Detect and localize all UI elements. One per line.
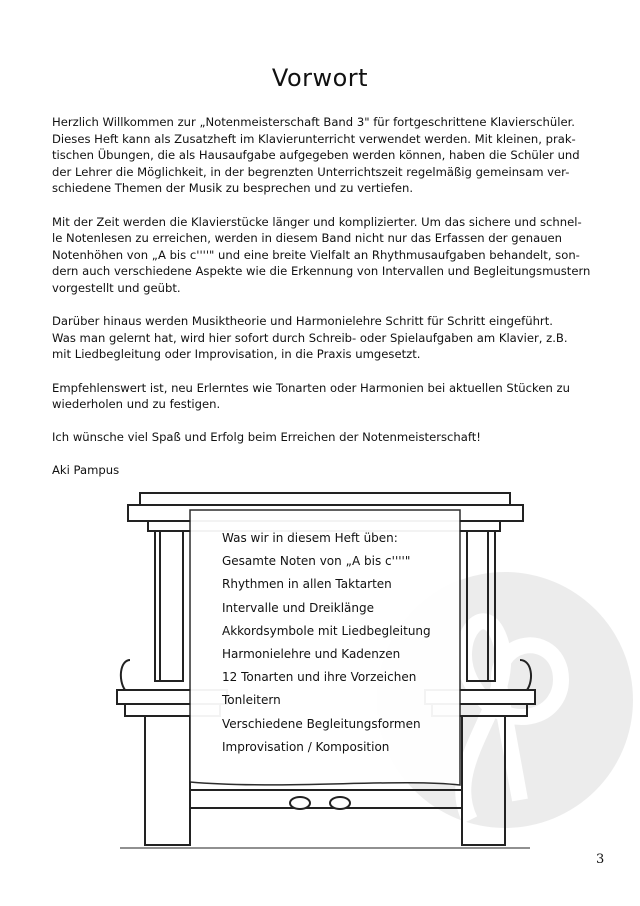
list-item: Tonleitern xyxy=(222,693,281,708)
list-item: Akkordsymbole mit Liedbegleitung xyxy=(222,623,431,638)
text-line: der Lehrer die Möglichkeit, in der begrenzten Unterrichtszeit regelmäßig gemeinsam ver- xyxy=(52,164,570,179)
list-heading: Was wir in diesem Heft üben: xyxy=(222,531,398,545)
text-line: Mit der Zeit werden die Klavierstücke länger und komplizierter. Um das sichere und schnel- xyxy=(52,214,582,229)
text-line: tischen Übungen, die als Hausaufgabe aufgegeben werden können, haben die Schüler und xyxy=(52,148,580,163)
page-title: Vorwort xyxy=(271,64,369,92)
text-line: mit Liedbegleitung oder Improvisation, in die Praxis umgesetzt. xyxy=(52,347,421,362)
text-line: le Notenlesen zu erreichen, werden in diesem Band nicht nur das Erfassen der genauen xyxy=(52,231,563,246)
page-number: 3 xyxy=(596,852,605,867)
list-item: Rhythmen in allen Taktarten xyxy=(222,577,392,592)
list-item: Intervalle und Dreiklänge xyxy=(222,600,374,615)
list-item: Improvisation / Komposition xyxy=(222,739,390,754)
list-item: Gesamte Noten von „A bis c''''" xyxy=(222,554,411,569)
text-line: Ich wünsche viel Spaß und Erfolg beim Erreichen der Notenmeisterschaft! xyxy=(52,430,481,445)
text-line: Empfehlenswert ist, neu Erlerntes wie Tonarten oder Harmonien bei aktuellen Stücken zu xyxy=(52,380,570,395)
text-line: Dieses Heft kann als Zusatzheft im Klavierunterricht verwendet werden. Mit kleinen, prak- xyxy=(52,131,576,146)
practice-topics-list xyxy=(222,527,431,759)
text-line: Was man gelernt hat, wird hier sofort durch Schreib- oder Spielaufgaben am Klavier, z.B. xyxy=(52,330,568,345)
text-line: Darüber hinaus werden Musiktheorie und Harmonielehre Schritt für Schritt eingeführt. xyxy=(52,314,553,329)
text-line: wiederholen und zu festigen. xyxy=(52,397,221,412)
text-line: vorgestellt und geübt. xyxy=(52,280,181,295)
list-item: 12 Tonarten und ihre Vorzeichen xyxy=(222,670,417,685)
text-line: schiedene Themen der Musik zu besprechen und zu vertiefen. xyxy=(52,181,414,196)
list-item: Harmonielehre und Kadenzen xyxy=(222,647,401,662)
text-line: Aki Pampus xyxy=(52,463,120,478)
list-item: Verschiedene Begleitungsformen xyxy=(222,716,421,731)
text-line: Notenhöhen von „A bis c''''" und eine breite Vielfalt an Rhythmusaufgaben behandelt, son- xyxy=(52,247,580,262)
text-line: dern auch verschiedene Aspekte wie die Erkennung von Intervallen und Begleitungsmustern xyxy=(52,264,591,279)
text-line: Herzlich Willkommen zur „Notenmeisterschaft Band 3" für fortgeschrittene Klavierschüler. xyxy=(52,115,575,129)
